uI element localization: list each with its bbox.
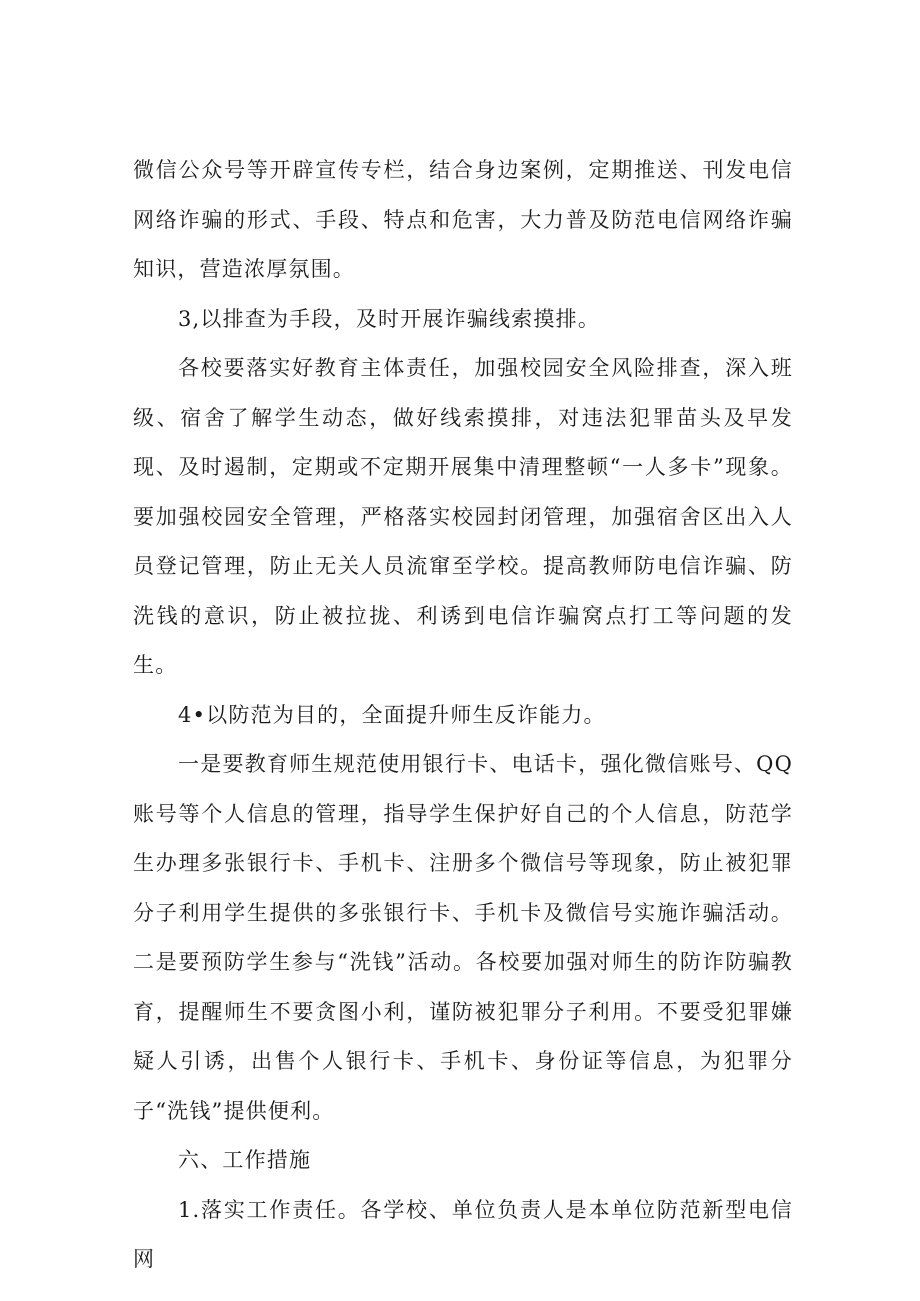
- document-body: [133, 146, 793, 1285]
- heading-item-4: 4•以防范为目的，全面提升师生反诈能力。: [178, 702, 606, 727]
- paragraph-measure-1: 1.落实工作责任。各学校、单位负责人是本单位防范新型电信网: [133, 1197, 793, 1271]
- paragraph-continued-intro: 微信公众号等开辟宣传专栏，结合身边案例，定期推送、刊发电信网络诈骗的形式、手段、特点和危害，大力普及防范电信网络诈骗知识，营造浓厚氛围。: [133, 158, 793, 281]
- paragraph-item-3-body: 各校要落实好教育主体责任，加强校园安全风险排查，深入班级、宿舍了解学生动态，做好线索摸排，对违法犯罪苗头及早发现、及时遏制，定期或不定期开展集中清理整顿“一人多卡”现象。要加强校园安全管理，严格落实校园封闭管理，加强宿舍区出入人员登记管理，防止无关人员流窜至学校。提高教师防电信诈骗、防洗钱的意识，防止被拉拢、利诱到电信诈骗窝点打工等问题的发生。: [133, 356, 793, 677]
- heading-item-3: 3,以排查为手段，及时开展诈骗线索摸排。: [178, 306, 601, 331]
- section-heading-work-measures: 六、工作措施: [178, 1148, 312, 1172]
- paragraph-item-4-body: 一是要教育师生规范使用银行卡、电话卡，强化微信账号、QQ账号等个人信息的管理，指导学生保护好自己的个人信息，防范学生办理多张银行卡、手机卡、注册多个微信号等现象，防止被犯罪分子利用学生提供的多张银行卡、手机卡及微信号实施诈骗活动。二是要预防学生参与“洗钱”活动。各校要加强对师生的防诈防骗教育，提醒师生不要贪图小利，谨防被犯罪分子利用。不要受犯罪嫌疑人引诱，出售个人银行卡、手机卡、身份证等信息，为犯罪分子“洗钱”提供便利。: [133, 752, 793, 1123]
